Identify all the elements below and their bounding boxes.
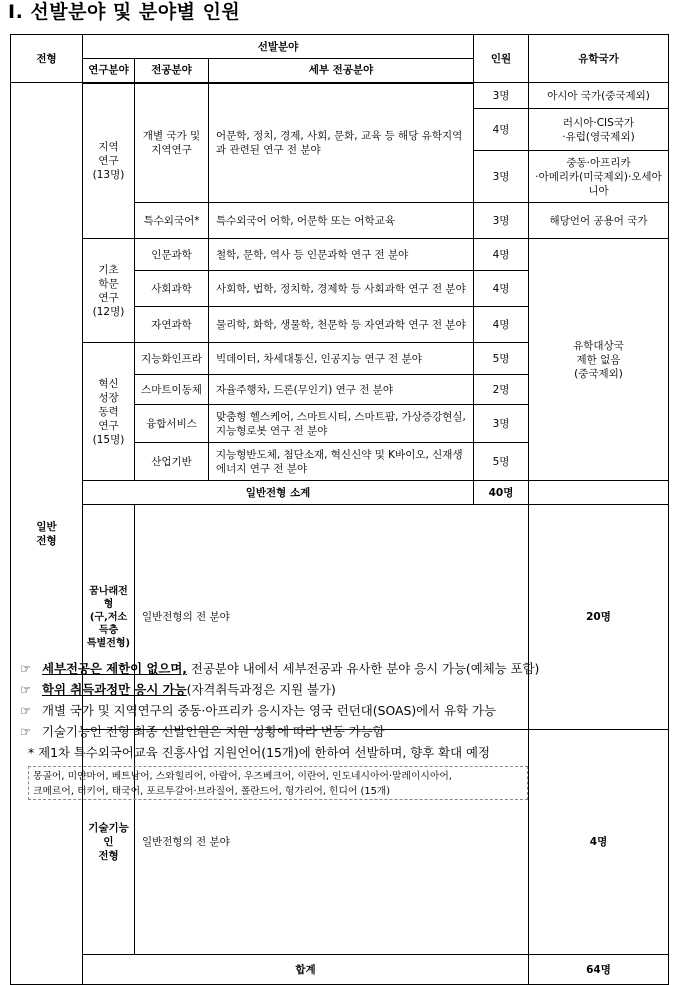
dream-track-label: 꿈나래전형 (구,저소득층 특별전형) xyxy=(83,505,135,730)
header-major-field: 전공분야 xyxy=(135,59,209,83)
note-special-language: * 제1차 특수외국어교육 진흥사업 지원언어(15개)에 한하여 선발하며, 향후 확대 예정 xyxy=(28,745,490,760)
general-subtotal-label: 일반전형 소계 xyxy=(83,481,474,505)
general-subtotal-country-blank xyxy=(529,481,669,505)
basic-count-social: 4명 xyxy=(474,271,529,307)
special-language-major: 특수외국어* xyxy=(135,203,209,239)
regional-research-label: 지역 연구 (13명) xyxy=(83,83,135,239)
skill-track-label: 기술기능인 전형 xyxy=(83,730,135,955)
pointing-hand-icon: ☞ xyxy=(20,703,32,718)
basic-major-humanities: 인문과학 xyxy=(135,239,209,271)
total-count: 64명 xyxy=(529,955,669,985)
pointing-hand-icon: ☞ xyxy=(20,682,32,697)
notes-section xyxy=(20,658,670,763)
dream-track-detail: 일반전형의 전 분야 xyxy=(135,505,529,730)
skill-track-count: 4명 xyxy=(529,730,669,955)
selection-table xyxy=(10,34,669,985)
innovation-major-industry: 산업기반 xyxy=(135,443,209,481)
general-subtotal-count: 40명 xyxy=(474,481,529,505)
innovation-detail-industry: 지능형반도체, 첨단소재, 혁신신약 및 K바이오, 신재생에너지 연구 전 분야 xyxy=(209,443,474,481)
innovation-detail-convergence: 맞춤형 헬스케어, 스마트시티, 스마트팜, 가상증강현실, 지능형로봇 연구 전 분야 xyxy=(209,405,474,443)
note-soas: ☞ 개별 국가 및 지역연구의 중동·아프리카 응시자는 영국 런던대(SOAS)에서 유학 가능 xyxy=(20,700,670,721)
regional-country-asia: 아시아 국가(중국제외) xyxy=(529,83,669,109)
basic-count-humanities: 4명 xyxy=(474,239,529,271)
innovation-count-infra: 5명 xyxy=(474,343,529,375)
basic-research-label: 기초 학문 연구 (12명) xyxy=(83,239,135,343)
regional-count-middle-east: 3명 xyxy=(474,151,529,203)
regional-detail: 어문학, 정치, 경제, 사회, 문화, 교육 등 해당 유학지역과 관련된 연구 전 분야 xyxy=(209,83,474,203)
header-field-group: 선발분야 xyxy=(83,35,474,59)
language-list-box xyxy=(28,766,528,800)
skill-track-detail: 일반전형의 전 분야 xyxy=(135,730,529,955)
regional-country-europe: 러시아·CIS국가 ·유럽(영국제외) xyxy=(529,109,669,151)
general-shared-country: 유학대상국 제한 없음 (중국제외) xyxy=(529,239,669,481)
basic-major-natural: 자연과학 xyxy=(135,307,209,343)
basic-major-social: 사회과학 xyxy=(135,271,209,307)
language-list-line2: 크메르어, 터키어, 태국어, 포르투갈어·브라질어, 폴란드어, 헝가리어, 힌디어 (15개) xyxy=(33,786,391,797)
innovation-detail-infra: 빅데이터, 차세대통신, 인공지능 연구 전 분야 xyxy=(209,343,474,375)
language-list-line1: 몽골어, 미얀마어, 베트남어, 스와힐리어, 아랍어, 우즈베크어, 이란어, 인도네시아어·말레이시아어, xyxy=(33,771,452,782)
basic-detail-humanities: 철학, 문학, 역사 등 인문과학 연구 전 분야 xyxy=(209,239,474,271)
special-language-detail: 특수외국어 어학, 어문학 또는 어학교육 xyxy=(209,203,474,239)
header-country: 유학국가 xyxy=(529,35,669,83)
innovation-major-infra: 지능화인프라 xyxy=(135,343,209,375)
regional-count-asia: 3명 xyxy=(474,83,529,109)
special-language-country: 해당언어 공용어 국가 xyxy=(529,203,669,239)
regional-count-europe: 4명 xyxy=(474,109,529,151)
regional-major: 개별 국가 및 지역연구 xyxy=(135,83,209,203)
dream-track-count: 20명 xyxy=(529,505,669,730)
basic-count-natural: 4명 xyxy=(474,307,529,343)
innovation-detail-mobility: 자율주행차, 드론(무인기) 연구 전 분야 xyxy=(209,375,474,405)
basic-detail-natural: 물리학, 화학, 생물학, 천문학 등 자연과학 연구 전 분야 xyxy=(209,307,474,343)
innovation-research-label: 혁신 성장 동력 연구 (15명) xyxy=(83,343,135,481)
header-research-field: 연구분야 xyxy=(83,59,135,83)
note-major-unrestricted: ☞ 세부전공은 제한이 없으며, 전공분야 내에서 세부전공과 유사한 분야 응시 가능(예체능 포함) xyxy=(20,658,670,679)
innovation-major-mobility: 스마트이동체 xyxy=(135,375,209,405)
innovation-count-mobility: 2명 xyxy=(474,375,529,405)
basic-detail-social: 사회학, 법학, 정치학, 경제학 등 사회과학 연구 전 분야 xyxy=(209,271,474,307)
header-count: 인원 xyxy=(474,35,529,83)
header-track: 전형 xyxy=(11,35,83,83)
general-track-label: 일반 전형 xyxy=(11,83,83,985)
total-label: 합계 xyxy=(83,955,529,985)
header-detail-field: 세부 전공분야 xyxy=(209,59,474,83)
note-degree-only: ☞ 학위 취득과정만 응시 가능(자격취득과정은 지원 불가) xyxy=(20,679,670,700)
pointing-hand-icon: ☞ xyxy=(20,724,32,739)
regional-country-middle-east: 중동·아프리카 ·아메리카(미국제외)·오세아니아 xyxy=(529,151,669,203)
pointing-hand-icon: ☞ xyxy=(20,661,32,676)
special-language-count: 3명 xyxy=(474,203,529,239)
note-skill-variable: ☞ 기술기능인 전형 최종 선발인원은 지원 상황에 따라 변동 가능함 xyxy=(20,721,670,742)
section-title: Ⅰ. 선발분야 및 분야별 인원 xyxy=(8,1,241,23)
innovation-major-convergence: 융합서비스 xyxy=(135,405,209,443)
innovation-count-industry: 5명 xyxy=(474,443,529,481)
innovation-count-convergence: 3명 xyxy=(474,405,529,443)
